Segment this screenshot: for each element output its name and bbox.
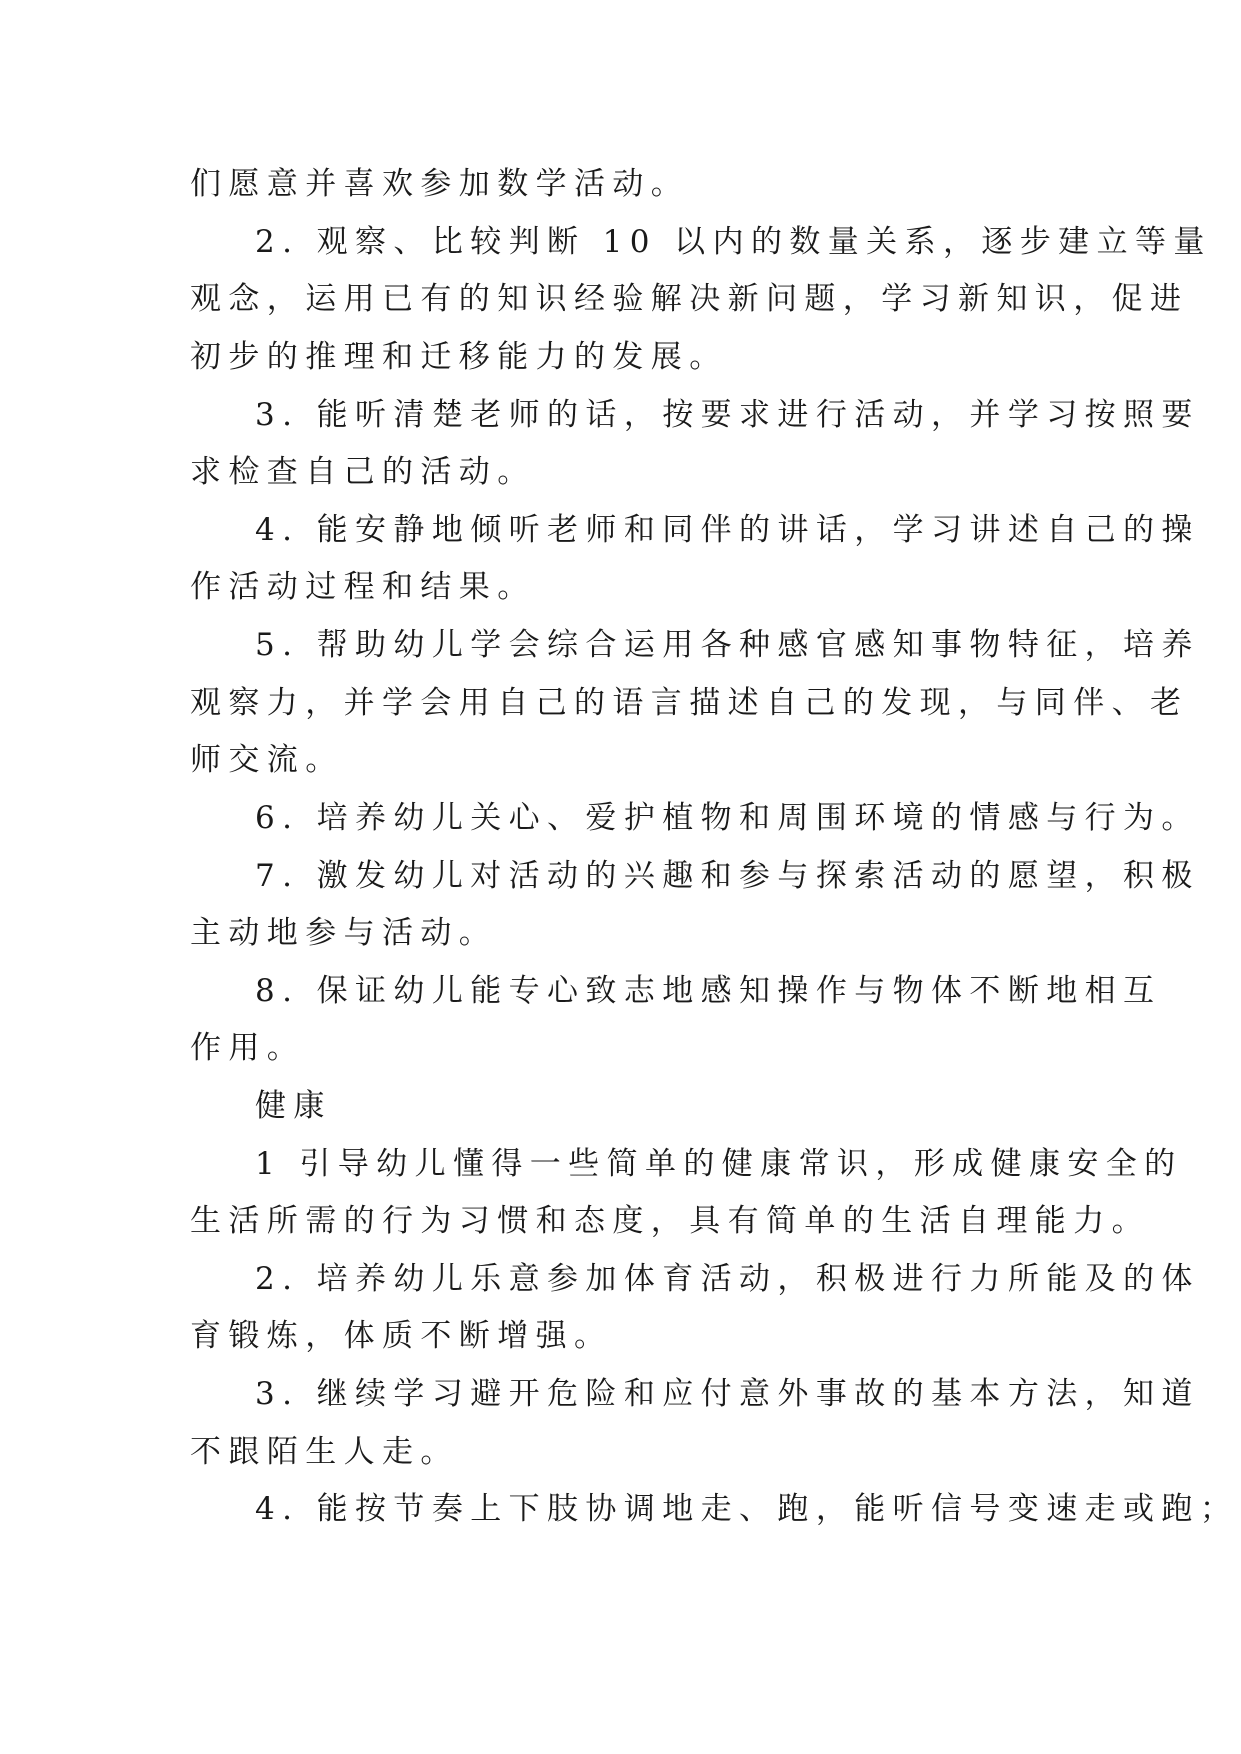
list-item-3: 3. 能听清楚老师的话，按要求进行活动，并学习按照要: [255, 397, 1200, 433]
list-item-2: 2. 培养幼儿乐意参加体育活动，积极进行力所能及的体: [255, 1261, 1200, 1297]
list-item-1: 1 引导幼儿懂得一些简单的健康常识，形成健康安全的: [255, 1146, 1183, 1182]
text-line: 作用。: [190, 1030, 306, 1066]
list-item-5: 5. 帮助幼儿学会综合运用各种感官感知事物特征，培养: [255, 627, 1200, 663]
text-line: 们愿意并喜欢参加数学活动。: [190, 166, 690, 202]
list-item-4: 4. 能安静地倾听老师和同伴的讲话，学习讲述自己的操: [255, 512, 1200, 548]
list-item-2: 2. 观察、比较判断 10 以内的数量关系，逐步建立等量: [255, 224, 1212, 260]
list-item-4: 4. 能按节奏上下肢协调地走、跑，能听信号变速走或跑；: [255, 1491, 1239, 1527]
text-line: 求检查自己的活动。: [190, 454, 536, 490]
text-line: 师交流。: [190, 742, 344, 778]
text-line: 不跟陌生人走。: [190, 1434, 459, 1470]
text-line: 作活动过程和结果。: [190, 569, 536, 605]
list-item-8: 8. 保证幼儿能专心致志地感知操作与物体不断地相互: [255, 973, 1162, 1009]
list-item-3: 3. 继续学习避开危险和应付意外事故的基本方法，知道: [255, 1376, 1200, 1412]
text-line: 育锻炼，体质不断增强。: [190, 1318, 613, 1354]
text-line: 观念，运用已有的知识经验解决新问题，学习新知识，促进: [190, 281, 1189, 317]
text-line: 观察力，并学会用自己的语言描述自己的发现，与同伴、老: [190, 685, 1189, 721]
text-line: 生活所需的行为习惯和态度，具有简单的生活自理能力。: [190, 1203, 1150, 1239]
list-item-7: 7. 激发幼儿对活动的兴趣和参与探索活动的愿望，积极: [255, 858, 1200, 894]
text-line: 初步的推理和迁移能力的发展。: [190, 339, 728, 375]
list-item-6: 6. 培养幼儿关心、爱护植物和周围环境的情感与行为。: [255, 800, 1200, 836]
section-heading-health: 健康: [255, 1088, 332, 1124]
text-line: 主动地参与活动。: [190, 915, 498, 951]
